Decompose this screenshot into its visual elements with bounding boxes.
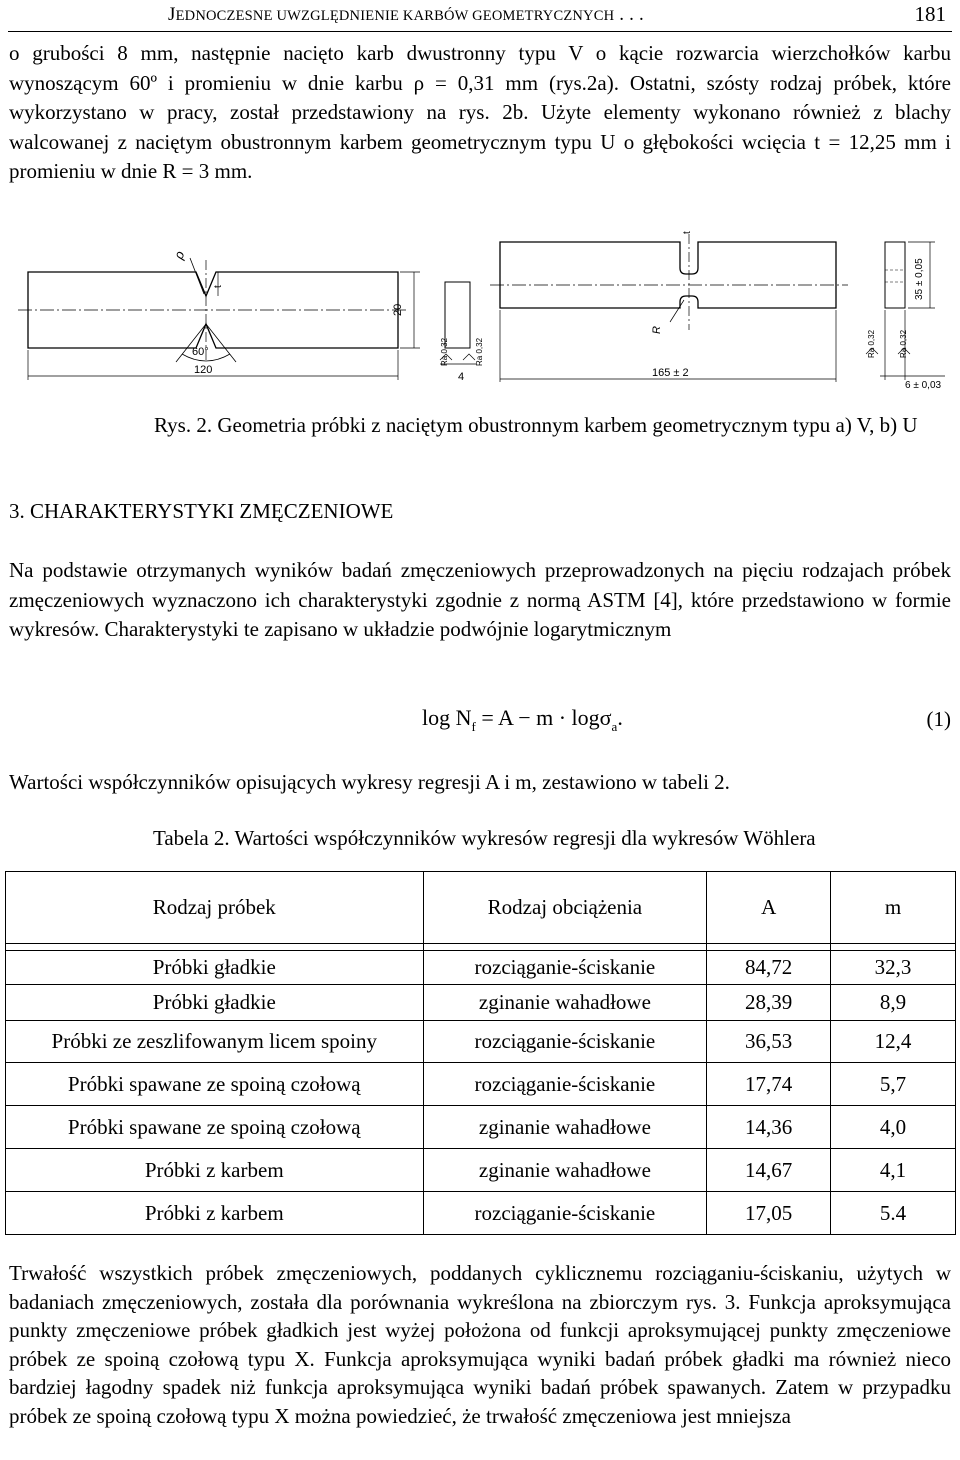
fig-b-t-label: t: [682, 231, 693, 234]
table-cell: zginanie wahadłowe: [423, 985, 707, 1021]
figure-b-u-notch-drawing: [490, 234, 945, 382]
fig-a-rho-label: ρ: [170, 248, 188, 262]
equation: [422, 705, 623, 735]
fig-b-length-label: 165 ± 2: [652, 367, 689, 379]
table-row: [6, 1063, 956, 1106]
equation-rhs: = A − m · logσ: [475, 705, 612, 730]
fig-a-angle-label: 60°: [192, 346, 209, 358]
table-cell: 36,53: [707, 1021, 831, 1063]
table-cell: 17,05: [707, 1192, 831, 1235]
fig-b-thickness-label: 6 ± 0,03: [905, 380, 942, 391]
table-header-cell: m: [831, 872, 956, 944]
table-cell: Próbki gładkie: [6, 985, 424, 1021]
table-separator-row: [6, 944, 956, 951]
table-cell: 12,4: [831, 1021, 956, 1063]
table-cell: Próbki z karbem: [6, 1149, 424, 1192]
table-header-cell: A: [707, 872, 831, 944]
equation-lhs: log N: [422, 705, 472, 730]
table-row: [6, 1149, 956, 1192]
table-cell: Próbki spawane ze spoiną czołową: [6, 1106, 424, 1149]
fig-a-width-label: 20: [392, 303, 404, 316]
table-cell: rozciąganie-ściskanie: [423, 1063, 707, 1106]
table-cell: rozciąganie-ściskanie: [423, 1021, 707, 1063]
table-cell: Próbki spawane ze spoiną czołową: [6, 1063, 424, 1106]
header-title-text: EDNOCZESNE UWZGLĘDNIENIE KARBÓW GEOMETRYCZNYCH: [175, 8, 615, 24]
table-row: [6, 1106, 956, 1149]
fig-b-ra-label-2: Ra 0,32: [899, 329, 908, 358]
table-cell: 5,7: [831, 1063, 956, 1106]
running-header: [168, 4, 644, 26]
table-row: [6, 985, 956, 1021]
table-cell: 4,1: [831, 1149, 956, 1192]
header-title-ellipsis: . . .: [614, 4, 644, 25]
figure-a-v-notch-drawing: [18, 258, 476, 380]
fig-b-r-label: R: [651, 326, 663, 334]
table-cell: Próbki z karbem: [6, 1192, 424, 1235]
table-cell: 84,72: [707, 951, 831, 985]
table-cell: 4,0: [831, 1106, 956, 1149]
table-row: [6, 1192, 956, 1235]
table-header-cell: Rodzaj obciążenia: [423, 872, 707, 944]
body-paragraph-1: o grubości 8 mm, następnie nacięto karb dwustronny typu V o kącie rozwarcia wierzchołków karbu wynoszącym 60º i promieniu w dnie karbu ρ = 0,31 mm (rys.2a). Ostatni, szósty rodzaj próbek, które wykorzystano w pracy, został przedstawiony na rys. 2b. Użyte elementy wykonano również z blachy walcowanej z naciętym obustronnym karbem geometrycznym typu U o głębokości wcięcia t = 12,25 mm i promieniu w dnie R = 3 mm.: [9, 41, 951, 183]
table-header-cell: Rodzaj próbek: [6, 872, 424, 944]
body-paragraph-2: Na podstawie otrzymanych wyników badań zmęczeniowych przeprowadzonych na pięciu rodzajach próbek zmęczeniowych wyznaczono ich charakterystyki zgodnie z normą ASTM [4], które przedstawiono w formie wykresów. Charakterystyki te zapisano w układzie podwójnie logarytmicznym: [9, 558, 951, 641]
fig-b-ra-label-1: Ra 0,32: [867, 329, 876, 358]
table-cell: 28,39: [707, 985, 831, 1021]
table-cell: Próbki ze zeszlifowanym licem spoiny: [6, 1021, 424, 1063]
section-heading: 3. CHARAKTERYSTYKI ZMĘCZENIOWE: [9, 499, 394, 523]
fig-a-ra-label-1: Ra 0,32: [440, 337, 449, 366]
regression-coefficients-table: [5, 871, 956, 1235]
table-cell: 17,74: [707, 1063, 831, 1106]
table-cell: zginanie wahadłowe: [423, 1149, 707, 1192]
specimen-geometry-figure: [0, 230, 960, 400]
figure-caption: Rys. 2. Geometria próbki z naciętym obustronnym karbem geometrycznym typu a) V, b) U: [154, 413, 918, 437]
table-row: [6, 1021, 956, 1063]
table-cell: rozciąganie-ściskanie: [423, 951, 707, 985]
equation-period: .: [617, 705, 623, 730]
fig-a-t-label: t: [213, 285, 224, 288]
header-title-initial: J: [168, 4, 176, 25]
table-caption: Tabela 2. Wartości współczynników wykresów regresji dla wykresów Wöhlera: [153, 826, 816, 850]
equation-number: (1): [926, 707, 951, 731]
page-number: 181: [914, 2, 946, 26]
table-cell: rozciąganie-ściskanie: [423, 1192, 707, 1235]
fig-a-ra-label-2: Ra 0,32: [475, 337, 484, 366]
equation-subscript-f: f: [471, 719, 476, 734]
table-cell: 32,3: [831, 951, 956, 985]
fig-b-width-label: 35 ± 0,05: [914, 258, 925, 300]
header-divider: [8, 31, 952, 32]
table-cell: zginanie wahadłowe: [423, 1106, 707, 1149]
table-cell: 5.4: [831, 1192, 956, 1235]
table-cell: 8,9: [831, 985, 956, 1021]
body-paragraph-3: Wartości współczynników opisujących wykresy regresji A i m, zestawiono w tabeli 2.: [9, 770, 730, 794]
table-cell: 14,36: [707, 1106, 831, 1149]
table-cell: 14,67: [707, 1149, 831, 1192]
table-cell: Próbki gładkie: [6, 951, 424, 985]
body-paragraph-4: Trwałość wszystkich próbek zmęczeniowych, poddanych cyklicznemu rozciąganiu-ściskaniu, użytych w badaniach zmęczeniowych, została dla porównania wykreślona na zbiorczym rys. 3. Funkcja aproksymująca punkty zmęczeniowe próbek gładkich jest wyżej położona od funkcji aproksymującej punkty zmęczeniowe próbek ze spoiną czołową typu X. Funkcja aproksymująca wyniki badań próbek gładki ma również nieco bardziej łagodny spadek niż funkcja aproksymująca wyniki badań próbek spawanych. Zatem w przypadku próbek ze spoiną czołową typu X można powiedzieć, że trwałość zmęczeniowa jest mniejsza: [9, 1261, 951, 1428]
table-header-row: [6, 872, 956, 944]
fig-a-length-label: 120: [194, 364, 213, 376]
equation-subscript-a: a: [611, 719, 618, 734]
fig-a-thickness-label: 4: [458, 371, 465, 383]
table-row: [6, 951, 956, 985]
